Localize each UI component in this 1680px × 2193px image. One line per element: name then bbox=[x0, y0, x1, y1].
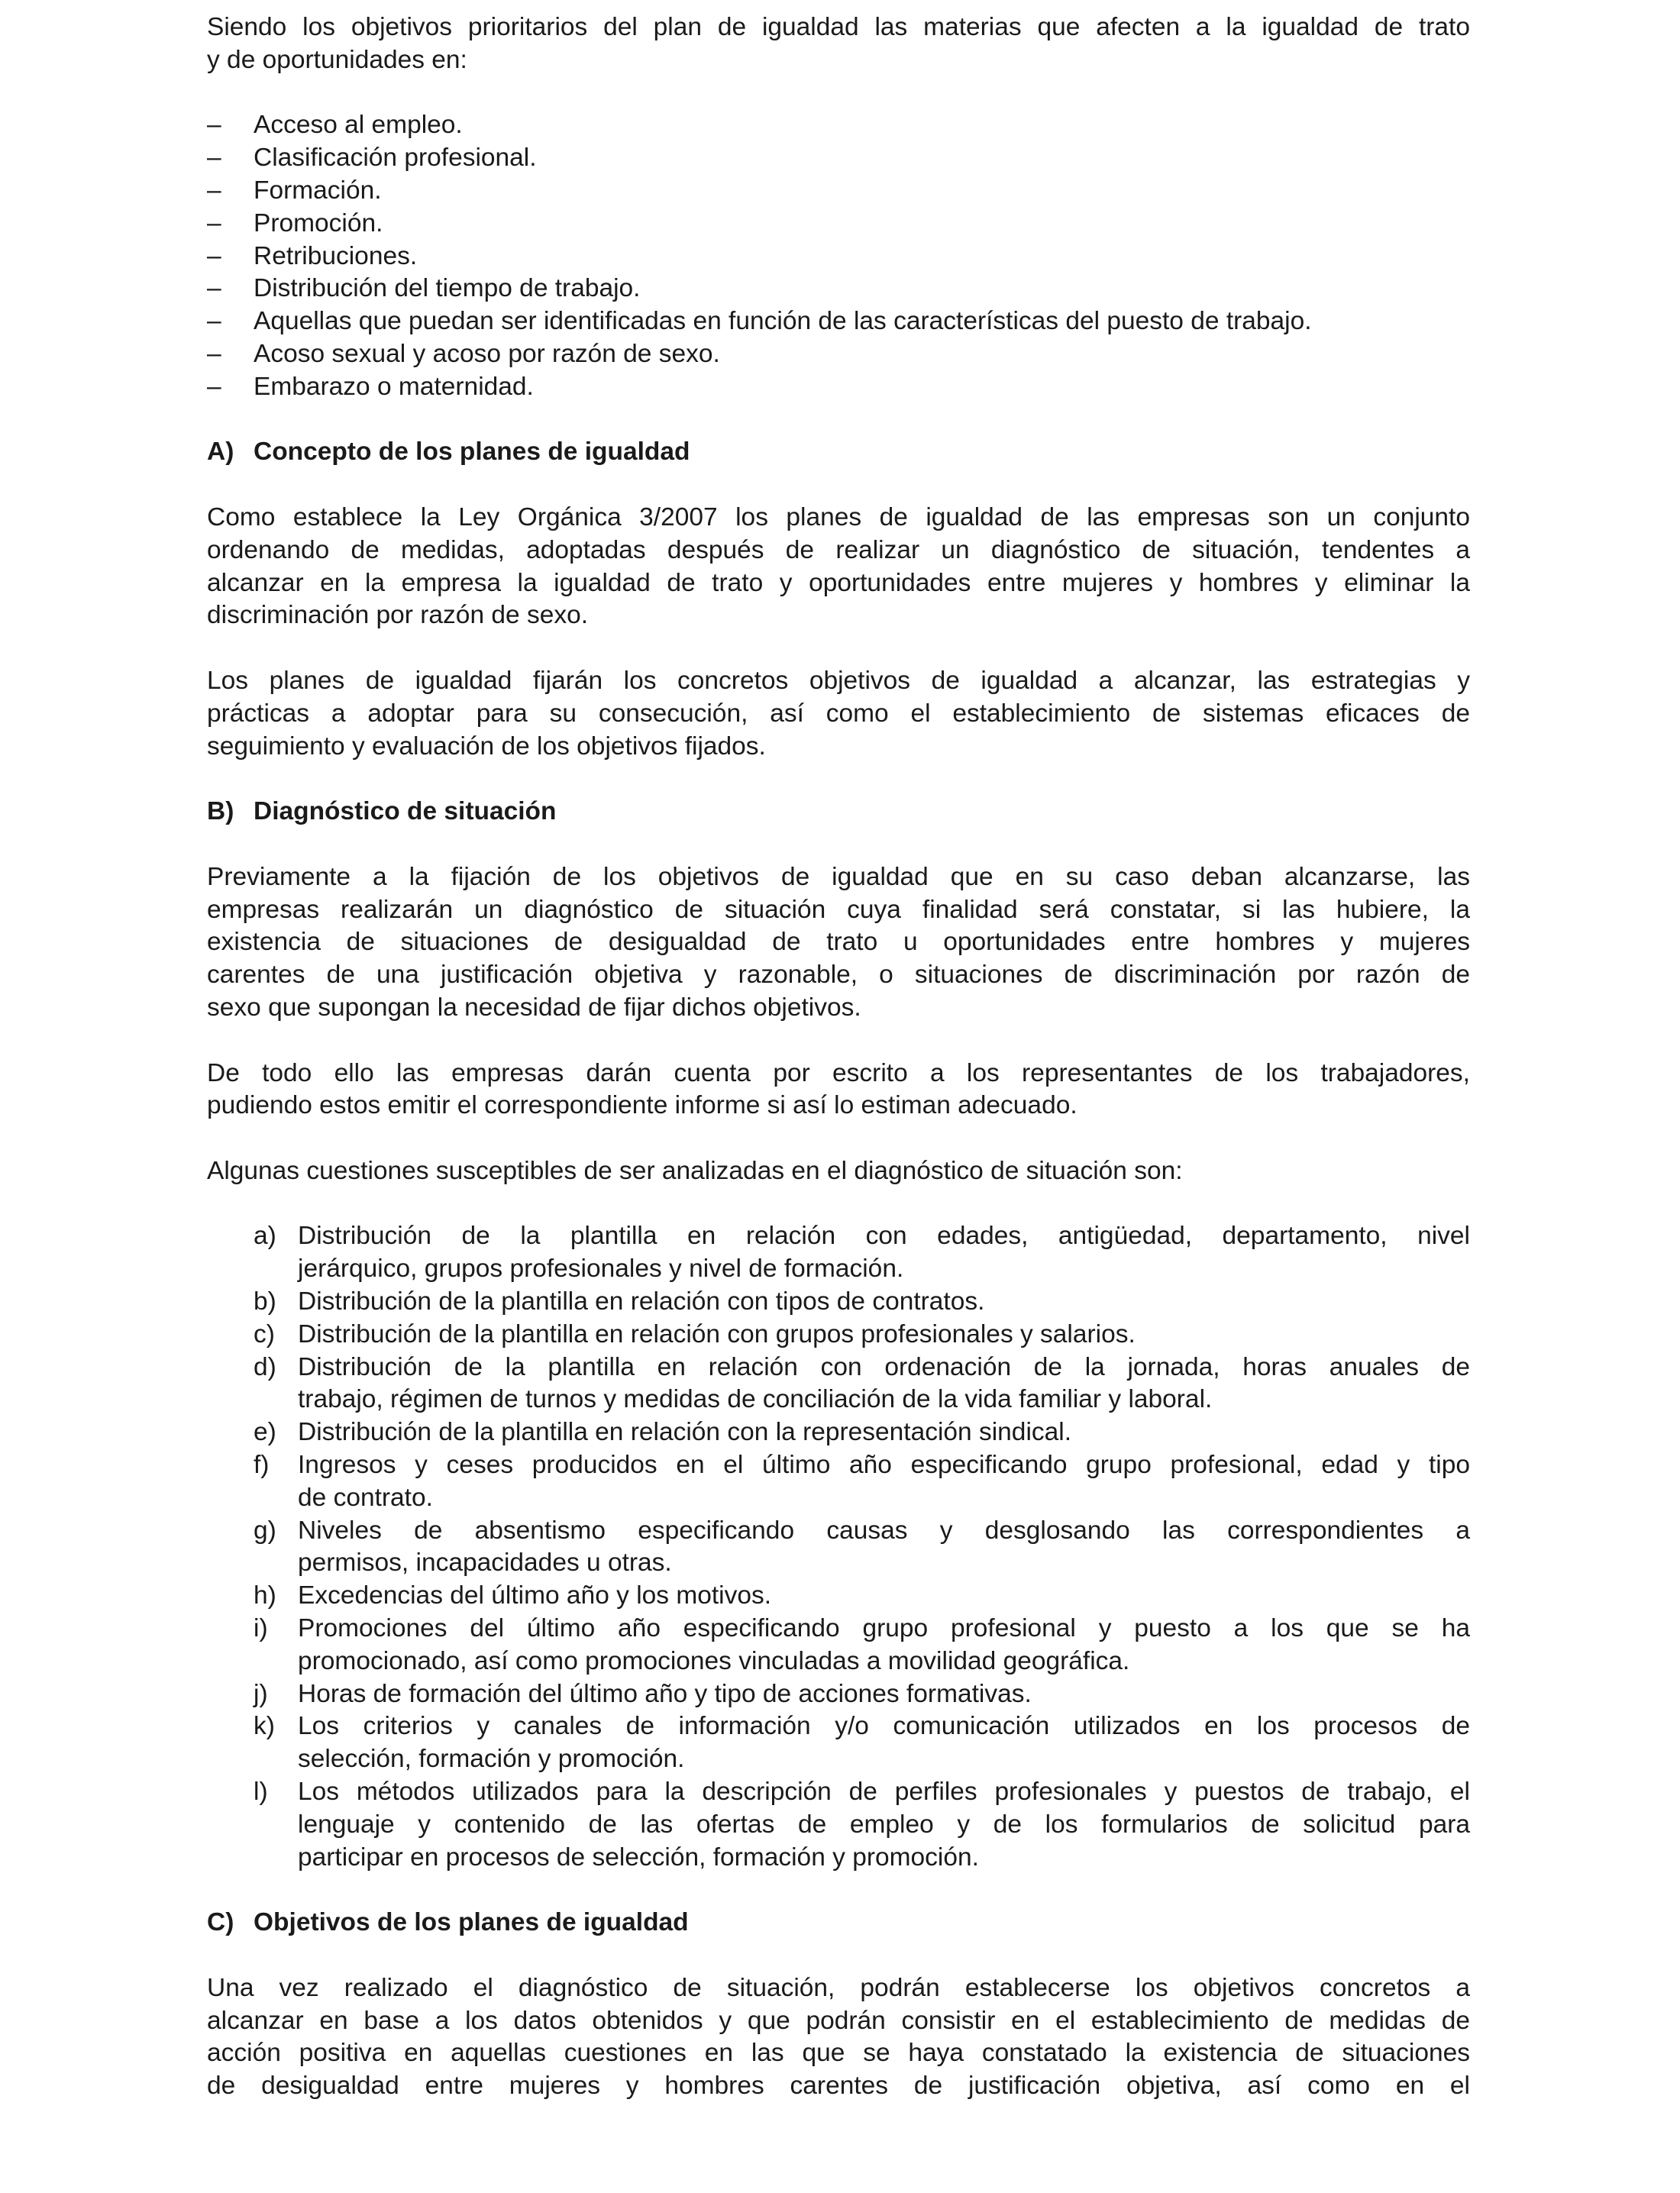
text-line: Ingresos y ceses producidos en el último año especificando grupo profesional, edad y tipo bbox=[298, 1451, 1470, 1480]
list-item-text bbox=[254, 305, 1470, 338]
paragraph bbox=[207, 1058, 1470, 1123]
list-item bbox=[207, 241, 1470, 273]
text-line: Previamente a la fijación de los objetivos de igualdad que en su caso deban alcanzarse, las bbox=[207, 862, 1470, 891]
paragraph bbox=[207, 1155, 1470, 1188]
lettered-list bbox=[207, 1220, 1470, 1874]
dash-marker: – bbox=[207, 111, 221, 140]
text-line: Promociones del último año especificando grupo profesional y puesto a los que se ha bbox=[298, 1614, 1470, 1643]
list-item-text bbox=[298, 1710, 1470, 1776]
list-item-text bbox=[254, 175, 1470, 208]
section-marker: A) bbox=[207, 438, 234, 467]
document-page bbox=[207, 11, 1470, 2136]
list-item bbox=[207, 338, 1470, 371]
list-item-text bbox=[298, 1678, 1470, 1711]
letter-marker: f) bbox=[254, 1451, 270, 1480]
section-title: Objetivos de los planes de igualdad bbox=[254, 1908, 689, 1937]
list-item bbox=[207, 208, 1470, 241]
text-line: Horas de formación del último año y tipo de acciones formativas. bbox=[298, 1679, 1032, 1708]
text-line: Niveles de absentismo especificando causas y desglosando las correspondientes a bbox=[298, 1516, 1470, 1545]
text-line: promocionado, así como promociones vinculadas a movilidad geográfica. bbox=[298, 1646, 1130, 1675]
text-line: Como establece la Ley Orgánica 3/2007 los planes de igualdad de las empresas son un conjunto bbox=[207, 502, 1470, 531]
text-line: Aquellas que puedan ser identificadas en función de las características del puesto de trabajo. bbox=[254, 307, 1312, 336]
text-line: y de oportunidades en: bbox=[207, 45, 467, 74]
text-line: acción positiva en aquellas cuestiones en las que se haya constatado la existencia de situaciones bbox=[207, 2039, 1470, 2068]
list-item bbox=[254, 1613, 1470, 1678]
letter-marker: k) bbox=[254, 1712, 275, 1741]
text-line: prácticas a adoptar para su consecución, así como el establecimiento de sistemas eficaces de bbox=[207, 699, 1470, 728]
text-line: Excedencias del último año y los motivos. bbox=[298, 1581, 772, 1610]
bullet-list bbox=[207, 109, 1470, 403]
text-line: Distribución de la plantilla en relación con grupos profesionales y salarios. bbox=[298, 1319, 1136, 1348]
text-line: de contrato. bbox=[298, 1483, 433, 1512]
list-item bbox=[254, 1352, 1470, 1417]
letter-marker: e) bbox=[254, 1418, 276, 1447]
text-line: Los planes de igualdad fijarán los concretos objetivos de igualdad a alcanzar, las estrategias y bbox=[207, 666, 1470, 695]
text-line: De todo ello las empresas darán cuenta por escrito a los representantes de los trabajadores, bbox=[207, 1058, 1470, 1087]
paragraph bbox=[207, 1972, 1470, 2103]
section-heading bbox=[207, 436, 1470, 469]
list-item bbox=[254, 1416, 1470, 1449]
letter-marker: a) bbox=[254, 1222, 276, 1251]
letter-marker: c) bbox=[254, 1319, 275, 1348]
text-line: seguimiento y evaluación de los objetivos fijados. bbox=[207, 732, 766, 761]
letter-marker: h) bbox=[254, 1581, 276, 1610]
list-item-text bbox=[298, 1220, 1470, 1286]
list-item-text bbox=[254, 273, 1470, 305]
text-line: permisos, incapacidades u otras. bbox=[298, 1549, 672, 1578]
text-line: trabajo, régimen de turnos y medidas de conciliación de la vida familiar y laboral. bbox=[298, 1385, 1213, 1414]
paragraph bbox=[207, 11, 1470, 77]
text-line: jerárquico, grupos profesionales y nivel de formación. bbox=[298, 1255, 904, 1284]
text-line: Acceso al empleo. bbox=[254, 111, 463, 140]
letter-marker: l) bbox=[254, 1778, 268, 1807]
dash-marker: – bbox=[207, 241, 221, 270]
section-title: Diagnóstico de situación bbox=[254, 797, 557, 826]
text-line: Distribución de la plantilla en relación con tipos de contratos. bbox=[298, 1287, 985, 1316]
list-item bbox=[254, 1286, 1470, 1319]
list-item-text bbox=[254, 208, 1470, 241]
list-item bbox=[254, 1710, 1470, 1776]
text-line: Siendo los objetivos prioritarios del plan de igualdad las materias que afecten a la igualdad de trato bbox=[207, 13, 1470, 41]
list-item bbox=[207, 109, 1470, 142]
text-line: Retribuciones. bbox=[254, 241, 418, 270]
paragraph bbox=[207, 502, 1470, 632]
text-line: Una vez realizado el diagnóstico de situación, podrán establecerse los objetivos concretos a bbox=[207, 1973, 1470, 2002]
text-line: Distribución de la plantilla en relación con edades, antigüedad, departamento, nivel bbox=[298, 1222, 1470, 1251]
letter-marker: d) bbox=[254, 1352, 276, 1381]
list-item-text bbox=[298, 1352, 1470, 1417]
list-item bbox=[207, 175, 1470, 208]
list-item-text bbox=[254, 109, 1470, 142]
list-item-text bbox=[298, 1515, 1470, 1581]
text-line: empresas realizarán un diagnóstico de situación cuya finalidad será constatar, si las hubiere, la bbox=[207, 895, 1470, 924]
text-line: Promoción. bbox=[254, 208, 383, 237]
section-title: Concepto de los planes de igualdad bbox=[254, 438, 690, 467]
text-line: sexo que supongan la necesidad de fijar dichos objetivos. bbox=[207, 993, 861, 1022]
text-line: Embarazo o maternidad. bbox=[254, 372, 534, 401]
text-line: participar en procesos de selección, formación y promoción. bbox=[298, 1843, 979, 1872]
list-item-text bbox=[298, 1449, 1470, 1515]
list-item bbox=[254, 1678, 1470, 1711]
section-marker: B) bbox=[207, 797, 234, 826]
list-item bbox=[207, 273, 1470, 305]
list-item bbox=[207, 305, 1470, 338]
text-line: Acoso sexual y acoso por razón de sexo. bbox=[254, 339, 720, 368]
text-line: ordenando de medidas, adoptadas después de realizar un diagnóstico de situación, tendentes a bbox=[207, 535, 1470, 564]
list-item-text bbox=[254, 241, 1470, 273]
section-heading bbox=[207, 796, 1470, 828]
letter-marker: b) bbox=[254, 1287, 276, 1316]
list-item bbox=[254, 1580, 1470, 1613]
text-line: selección, formación y promoción. bbox=[298, 1745, 685, 1774]
list-item bbox=[254, 1515, 1470, 1581]
text-line: Los métodos utilizados para la descripción de perfiles profesionales y puestos de trabajo, el bbox=[298, 1778, 1470, 1807]
list-item-text bbox=[298, 1319, 1470, 1352]
list-item bbox=[254, 1776, 1470, 1874]
dash-marker: – bbox=[207, 372, 221, 401]
text-line: pudiendo estos emitir el correspondiente informe si así lo estiman adecuado. bbox=[207, 1091, 1077, 1120]
text-line: Formación. bbox=[254, 176, 382, 205]
paragraph bbox=[207, 861, 1470, 1025]
text-line: Distribución de la plantilla en relación con la representación sindical. bbox=[298, 1418, 1072, 1447]
letter-marker: j) bbox=[254, 1679, 268, 1708]
section-heading bbox=[207, 1907, 1470, 1939]
list-item-text bbox=[298, 1286, 1470, 1319]
section-marker: C) bbox=[207, 1908, 234, 1937]
dash-marker: – bbox=[207, 144, 221, 173]
list-item-text bbox=[254, 338, 1470, 371]
list-item-text bbox=[298, 1580, 1470, 1613]
dash-marker: – bbox=[207, 307, 221, 336]
dash-marker: – bbox=[207, 274, 221, 303]
text-line: de desigualdad entre mujeres y hombres carentes de justificación objetiva, así como en el bbox=[207, 2072, 1470, 2101]
text-line: Algunas cuestiones susceptibles de ser analizadas en el diagnóstico de situación son: bbox=[207, 1156, 1183, 1185]
text-line: discriminación por razón de sexo. bbox=[207, 601, 589, 630]
dash-marker: – bbox=[207, 176, 221, 205]
dash-marker: – bbox=[207, 208, 221, 237]
list-item bbox=[254, 1449, 1470, 1515]
text-line: alcanzar en base a los datos obtenidos y que podrán consistir en el establecimiento de medidas de bbox=[207, 2006, 1470, 2035]
letter-marker: g) bbox=[254, 1516, 276, 1545]
text-line: lenguaje y contenido de las ofertas de empleo y de los formularios de solicitud para bbox=[298, 1810, 1470, 1839]
list-item bbox=[207, 371, 1470, 404]
list-item bbox=[254, 1220, 1470, 1286]
dash-marker: – bbox=[207, 339, 221, 368]
paragraph bbox=[207, 665, 1470, 763]
text-line: alcanzar en la empresa la igualdad de trato y oportunidades entre mujeres y hombres y eliminar la bbox=[207, 568, 1470, 597]
text-line: existencia de situaciones de desigualdad de trato u oportunidades entre hombres y mujeres bbox=[207, 928, 1470, 957]
list-item bbox=[254, 1319, 1470, 1352]
text-line: Distribución de la plantilla en relación con ordenación de la jornada, horas anuales de bbox=[298, 1352, 1470, 1381]
list-item bbox=[207, 142, 1470, 175]
list-item-text bbox=[254, 371, 1470, 404]
list-item-text bbox=[298, 1416, 1470, 1449]
text-line: carentes de una justificación objetiva y razonable, o situaciones de discriminación por razón de bbox=[207, 961, 1470, 990]
text-line: Los criterios y canales de información y/o comunicación utilizados en los procesos de bbox=[298, 1712, 1470, 1741]
list-item-text bbox=[298, 1613, 1470, 1678]
text-line: Distribución del tiempo de trabajo. bbox=[254, 274, 641, 303]
text-line: Clasificación profesional. bbox=[254, 144, 537, 173]
list-item-text bbox=[298, 1776, 1470, 1874]
letter-marker: i) bbox=[254, 1614, 268, 1643]
list-item-text bbox=[254, 142, 1470, 175]
